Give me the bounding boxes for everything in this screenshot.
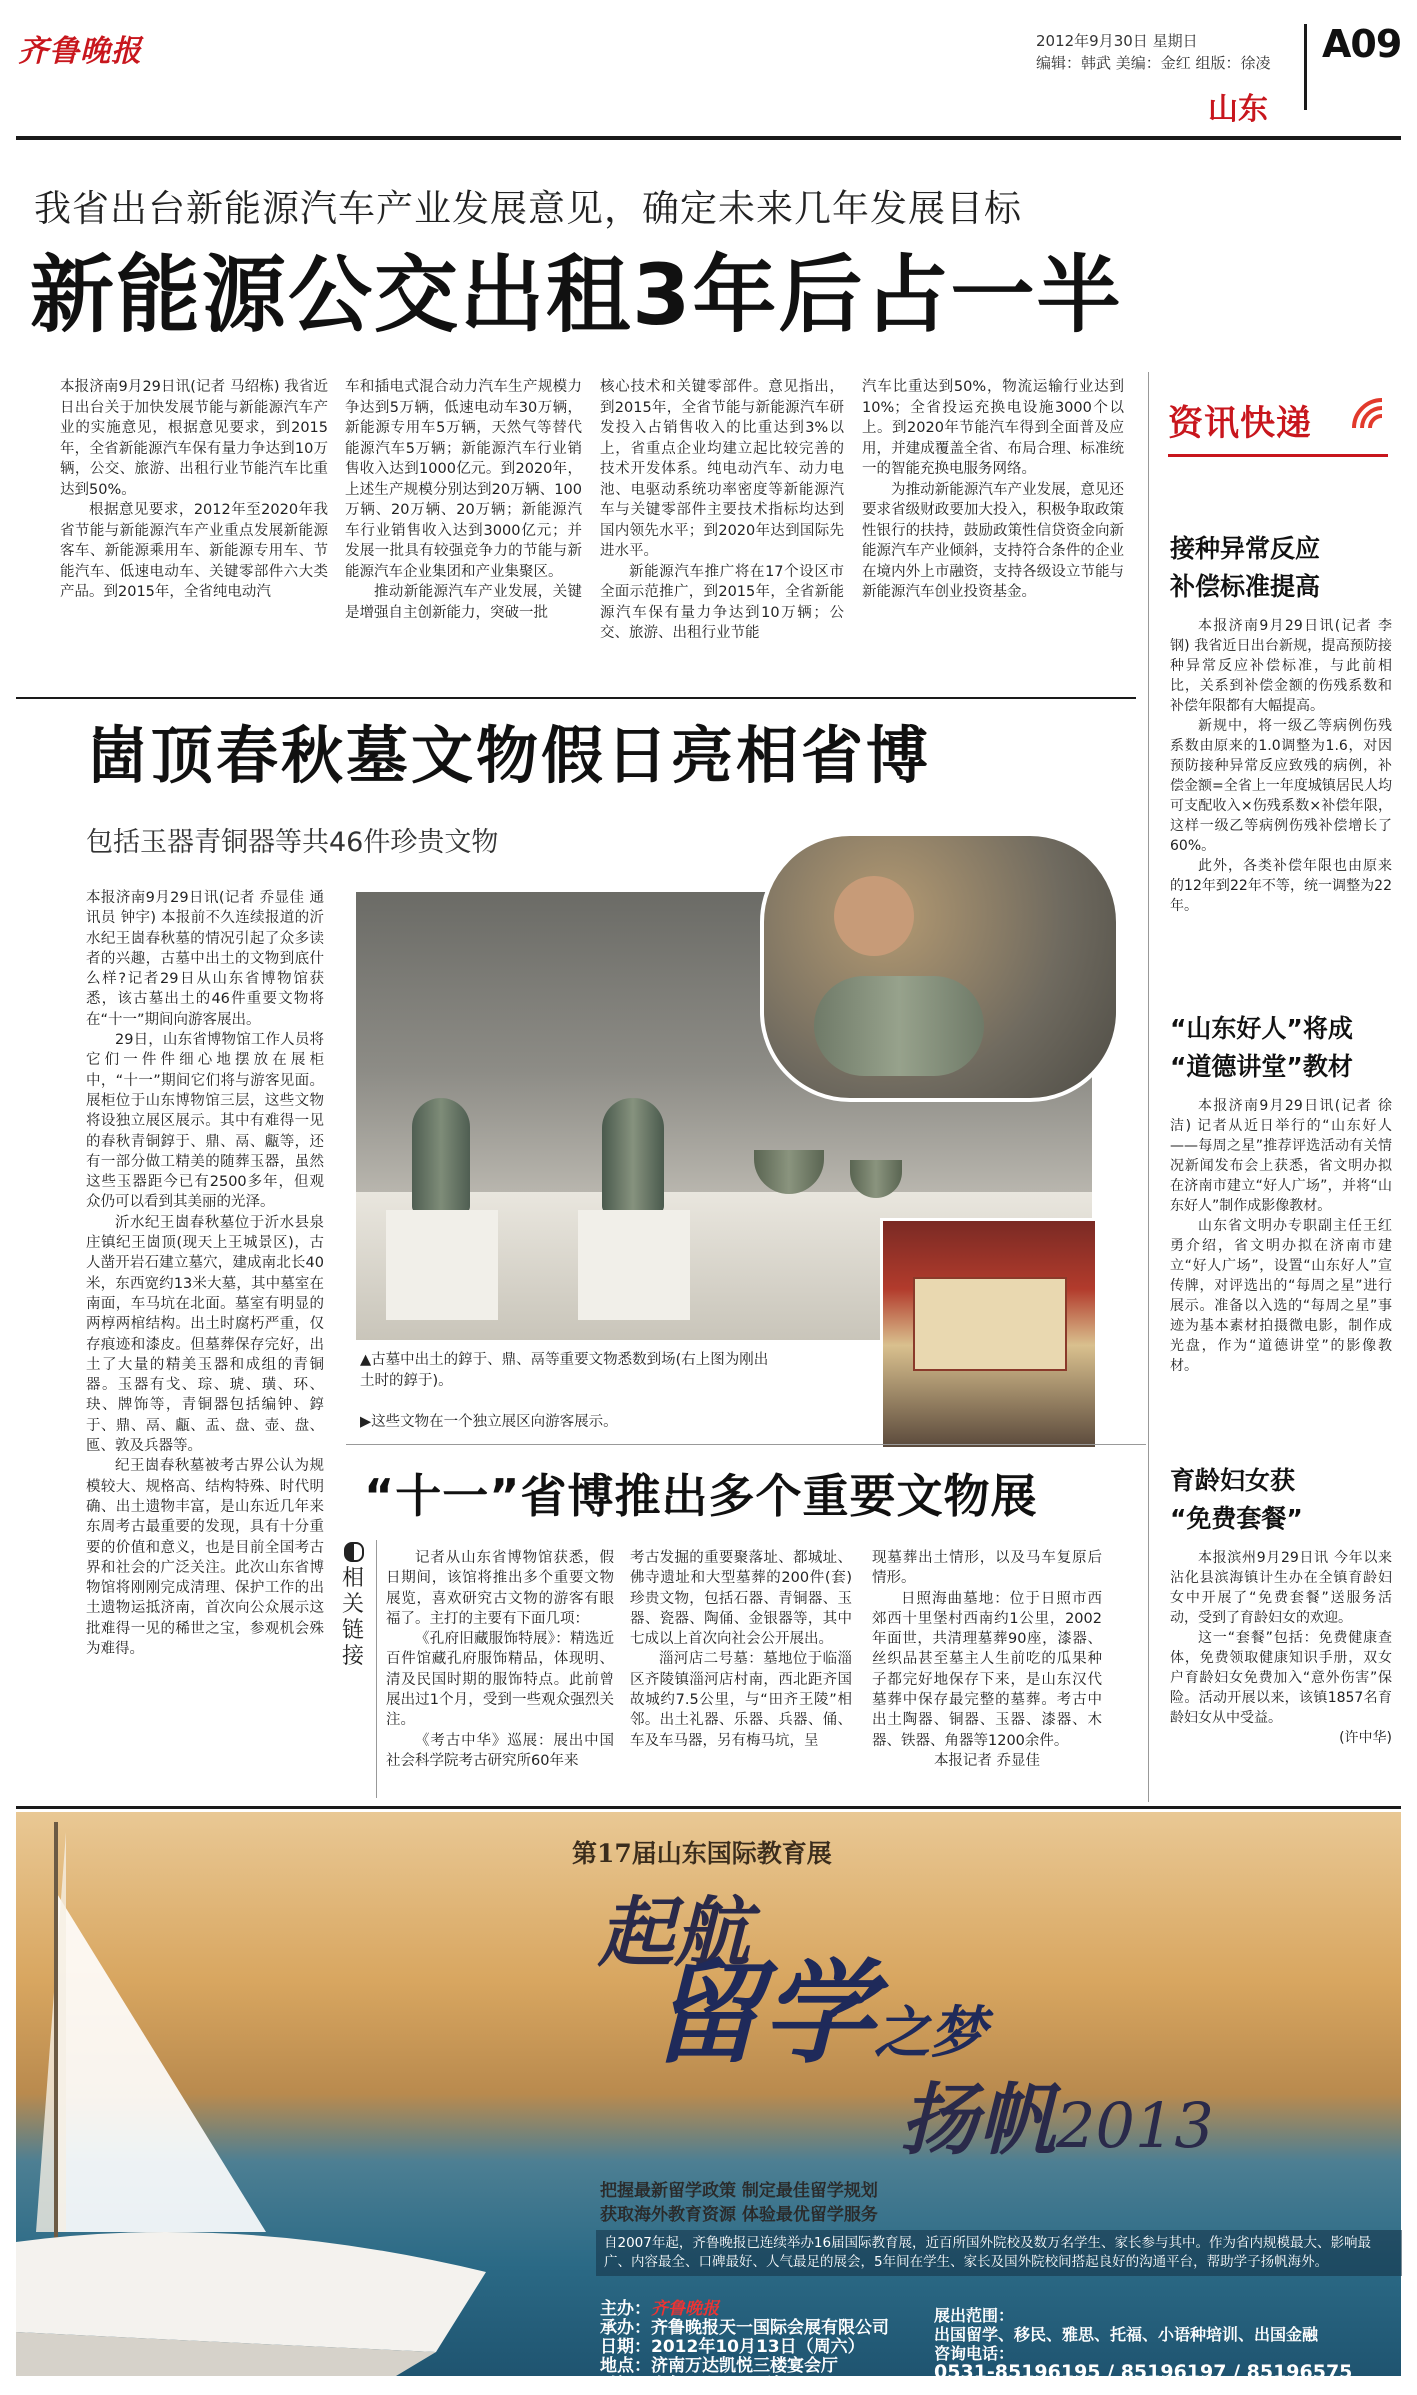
lead-column-4: 汽车比重达到50%，物流运输行业达到10%；全省投运充换电设施3000个以上。到2020年节能汽车得到全面普及应用，并建成覆盖全省、布局合理、标准统一的智能充换电服务网络。 为推动新能源汽车产业发展，意见还要求省级财政要加大投入，积极争取政策性银行的扶持，鼓励政策性信贷资金向新能源汽车产业倾斜，支持符合条件的企业在境内外上市融资，支持各级设立节能与新能源汽车创业投资基金。 <box>862 379 1124 600</box>
bronze-bell-1 <box>412 1098 470 1214</box>
sidebar-item-1-title-line1: 接种异常反应 <box>1170 534 1321 563</box>
related-links-label: 相关链接 <box>342 1542 368 1670</box>
page-number: A09 <box>1322 22 1402 66</box>
ad-organizer: 主办：齐鲁晚报 <box>600 2299 719 2319</box>
sidebar-item-2-title-line2: “道德讲堂”教材 <box>1170 1052 1353 1081</box>
sailboat-illustration <box>16 1812 536 2376</box>
ad-scope: 出国留学、移民、雅思、托福、小语种培训、出国金融 <box>934 2325 1319 2344</box>
staff-line: 编辑：韩武 美编：金红 组版：徐凌 <box>1036 54 1271 72</box>
story-3-frame-top <box>346 1444 1146 1445</box>
ad-date: 日期：2012年10月13日（周六） <box>600 2337 865 2357</box>
sidebar-item-3-title-line1: 育龄妇女获 <box>1170 1466 1296 1495</box>
photo-caption-1: ▲古墓中出土的錞于、鼎、鬲等重要文物悉数到场(右上图为刚出土时的錞于)。 <box>360 1352 769 1389</box>
story-2-subhead: 包括玉器青铜器等共46件珍贵文物 <box>86 827 499 858</box>
exhibit-hall-photo <box>880 1218 1098 1450</box>
excavation-inset-photo <box>760 832 1120 1102</box>
exhibit-panel <box>913 1277 1067 1371</box>
lead-column-2: 车和插电式混合动力汽车生产规模力争达到5万辆，低速电动车30万辆，新能源专用车5万辆，天然气等替代能源汽车5万辆；新能源汽车行业销售收入达到1000亿元。到2020年，上述生产规模分别达到20万辆、100万辆、20万辆、20万辆；新能源汽车行业销售收入达到3000亿元；并发展一批具有较强竞争力的节能与新能源汽车企业集团和产业集聚区。 推动新能源汽车产业发展，关键是增强自主创新能力，突破一批 <box>345 379 582 621</box>
signal-icon <box>1348 394 1388 434</box>
bronze-vessel-artifact <box>814 976 984 1076</box>
ad-hotline: 0531-85196195 / 85196197 / 85196575 <box>934 2361 1353 2383</box>
sidebar-item-1 <box>1170 530 1392 916</box>
sidebar-item-3-title-line2: “免费套餐” <box>1170 1504 1303 1533</box>
sidebar-item-3-byline: (许中华) <box>1339 1730 1392 1746</box>
ad-venue: 地点：济南万达凯悦三楼宴会厅 <box>600 2356 838 2376</box>
sidebar-badge-underline <box>1168 454 1388 457</box>
ad-tagline-2: 获取海外教育资源 体验最优留学服务 <box>600 2205 878 2225</box>
sidebar-badge <box>1168 396 1390 466</box>
ad-slogan-1: 起航 <box>598 1888 750 1977</box>
ad-slogan-year: 2013 <box>1056 2089 1214 2162</box>
story-3-column-1: 记者从山东省博物馆获悉，假日期间，该馆将推出多个重要文物展览，喜欢研究古文物的游客有眼福了。主打的主要有下面几项： 《孔府旧藏服饰特展》：精选近百件馆藏孔府服饰精品，体现明、清及民国时期的服饰特点。此前曾展出过1个月，受到一些观众强烈关注。 《考古中华》巡展：展出中国社会科学院考古研究所60年来 <box>386 1550 614 1769</box>
lead-kicker: 我省出台新能源汽车产业发展意见，确定未来几年发展目标 <box>34 187 1022 230</box>
ad-slogan-zhi: 之梦 <box>874 2000 986 2066</box>
sidebar-item-3-body: 本报滨州9月29日讯 今年以来沾化县滨海镇计生办在全镇育龄妇女中开展了“免费套餐”送服务活动，受到了育龄妇女的欢迎。 这一“套餐”包括：免费健康查体，免费领取健康知识手册，双女户育龄妇女免费加入“意外伤害”保险。活动开展以来，该镇1857名育龄妇女从中受益。 (许中华) <box>1170 1550 1392 1746</box>
section-name: 山东 <box>1208 92 1268 127</box>
story-2-body: 本报济南9月29日讯(记者 乔显佳 通讯员 钟宇) 本报前不久连续报道的沂水纪王崮春秋墓的情况引起了众多读者的兴趣，古墓中出土的文物到底什么样?记者29日从山东省博物馆获悉，该古墓出土的46件重要文物将在“十一”期间向游客展出。 29日，山东省博物馆工作人员将它们一件件细心地摆放在展柜中，“十一”期间它们将与游客见面。展柜位于山东博物馆三层，这些文物将设独立展区展示。其中有难得一见的春秋青铜錞于、鼎、鬲、甗等，还有一部分做工精美的随葬玉器，虽然这些玉器距今已有2500多年，但观众仍可以看到其美丽的光泽。 沂水纪王崮春秋墓位于沂水县泉庄镇纪王崮顶(现天上王城景区)，古人凿开岩石建立墓穴，建成南北长40米，东西宽约13米大墓，其中墓室在南面，车马坑在北面。墓室有明显的两椁两棺结构。出土时腐朽严重，仅存痕迹和漆皮。但墓葬保存完好，出土了大量的精美玉器和成组的青铜器。玉器有戈、琮、琥、璜、环、玦、牌饰等，青铜器包括编钟、錞于、鼎、鬲、甗、盂、盘、壶、盘、匜、敦及兵器等。 纪王崮春秋墓被考古界公认为规模较大、规格高、结构特殊、时代明确、出土遗物丰富，是山东近几年来东周考古最重要的发现，具有十分重要的价值和意义，也是目前全国考古界和社会的广泛关注。此次山东省博物馆将刚刚完成清理、保护工作的出土遗物运抵济南，首次向公众展示这批难得一见的稀世之宝，参观机会殊为难得。 <box>86 890 324 1657</box>
related-links-dot-icon <box>344 1542 364 1562</box>
education-expo-ad <box>16 1812 1401 2395</box>
ad-tagline-1: 把握最新留学政策 制定最佳留学规划 <box>600 2181 878 2201</box>
story-3-column-2: 考古发掘的重要聚落址、都城址、佛寺遗址和大型墓葬的200件(套)珍贵文物，包括石器、青铜器、玉器、瓷器、陶俑、金银器等，其中七成以上首次向社会公开展出。 淄河店二号墓：墓地位于临淄区齐陵镇淄河店村南，西北距齐国故城约7.5公里，与“田齐王陵”相邻。出土礼器、乐器、兵器、俑、车及车马器，另有梅马坑，呈 <box>630 1550 852 1749</box>
lead-column-3: 核心技术和关键零部件。意见指出，到2015年，全省节能与新能源汽车研发投入占销售收入的比重达到3%以上，省重点企业均建立起比较完善的技术开发体系。纯电动汽车、动力电池、电驱动系统功率密度等新能源汽车与关键零部件主要技术指标均达到国内领先水平；到2020年达到国际先进水平。 新能源汽车推广将在17个设区市全面示范推广，到2015年，全省新能源汽车保有量力争达到10万辆；公交、旅游、出租行业节能 <box>600 379 844 641</box>
ad-event-name: 第17届山东国际教育展 <box>572 1839 832 1868</box>
bronze-tripod-1 <box>754 1150 824 1194</box>
story-3-headline: “十一”省博推出多个重要文物展 <box>364 1469 1038 1523</box>
sidebar-item-2-body: 本报济南9月29日讯(记者 徐洁) 记者从近日举行的“山东好人——每周之星”推荐评选活动有关情况新闻发布会上获悉，省文明办拟在济南市建立“好人广场”，并将“山东好人”制作成影像教材。 山东省文明办专职副主任王红勇介绍，省文明办拟在济南市建立“好人广场”，设置“山东好人”宣传牌，对评选出的“每周之星”进行展示。准备以入选的“每周之星”事迹为基本素材拍摄微电影，制作成光盘，作为“道德讲堂”的影像教材。 <box>1170 1098 1392 1374</box>
sidebar-item-2-title-line1: “山东好人”将成 <box>1170 1014 1353 1043</box>
sidebar-item-3 <box>1170 1462 1392 1748</box>
ad-host: 承办：齐鲁晚报天一国际会展有限公司 <box>600 2318 889 2338</box>
bronze-bell-2 <box>602 1098 664 1214</box>
photo-caption-2: ▶这些文物在一个独立展区向游客展示。 <box>360 1414 618 1430</box>
story-2-rule <box>16 697 1136 699</box>
ad-details-left <box>600 2300 920 2395</box>
lead-column-1: 本报济南9月29日讯(记者 马绍栋) 我省近日出台关于加快发展节能与新能源汽车产业的实施意见，根据意见要求，到2015年，全省新能源汽车保有量力争达到10万辆，公交、旅游、出租行业节能汽车比重达到50%。 根据意见要求，2012年至2020年我省节能与新能源汽车产业重点发展新能源客车、新能源乘用车、新能源专用车、节能汽车、低速电动车、关键零部件六大类产品。到2015年，全省纯电动汽 <box>60 379 328 600</box>
archaeologist-figure <box>834 876 914 956</box>
sidebar-item-1-body: 本报济南9月29日讯(记者 李钢) 我省近日出台新规，提高预防接种异常反应补偿标准，与此前相比，关系到补偿金额的伤残系数和补偿年限都有大幅提高。 新规中，将一级乙等病例伤残系数由原来的1.0调整为1.6，对因预防接种异常反应致残的病例，补偿金额=全省上一年度城镇居民人均可支配收入×伤残系数×补偿年限，这样一级乙等病例伤残补偿增长了60%。 此外，各类补偿年限也由原来的12年到22年不等，统一调整为22年。 <box>1170 618 1392 914</box>
ad-slogan-3: 扬帆2013 <box>900 2075 1214 2166</box>
display-pedestal-1 <box>386 1210 498 1320</box>
section-divider <box>1304 24 1307 110</box>
story-2-headline: 崮顶春秋墓文物假日亮相省博 <box>86 719 932 792</box>
ad-details-right <box>934 2306 1394 2382</box>
paper-logo: 齐鲁晚报 <box>18 34 142 69</box>
related-links-rule <box>376 1540 377 1798</box>
date-line: 2012年9月30日 星期日 <box>1036 32 1198 50</box>
ad-intro: 自2007年起，齐鲁晚报已连续举办16届国际教育展，近百所国外院校及数万名学生、家长参与其中。作为省内规模最大、影响最广、内容最全、口碑最好、人气最足的展会，5年间在学生、家长及国外院校间搭起良好的沟通平台，帮助学子扬帆海外。 <box>596 2230 1402 2276</box>
ad-rule <box>16 1806 1401 1809</box>
display-pedestal-2 <box>578 1210 690 1320</box>
sidebar-divider <box>1148 372 1149 1802</box>
ad-slogan-2: 留学之梦 <box>650 1948 986 2079</box>
story-3-byline: 本报记者 乔显佳 <box>933 1752 1041 1769</box>
sidebar-item-1-title-line2: 补偿标准提高 <box>1170 572 1321 601</box>
lead-headline: 新能源公交出租3年后占一半 <box>30 246 1123 344</box>
sidebar-badge-label: 资讯快递 <box>1168 404 1313 444</box>
ad-hotline-label: 咨询电话： <box>934 2344 1015 2363</box>
ad-scope-label: 展出范围： <box>934 2306 1015 2325</box>
ad-time: 时间：上午8：00—下午15：00 <box>600 2375 853 2395</box>
masthead-rule <box>16 136 1401 140</box>
sidebar-item-2 <box>1170 1010 1392 1376</box>
story-3-column-3: 现墓葬出土情形，以及马车复原后情形。 日照海曲墓地：位于日照市西郊西十里堡村西南约1公里，2002年面世，共清理墓葬90座，漆器、丝织品甚至墓主人生前吃的瓜果种子都完好地保存下来，是山东汉代墓葬中保存最完整的墓葬。考古中出土陶器、铜器、玉器、漆器、木器、铁器、角器等1200余件。 本报记者 乔显佳 <box>872 1548 1102 1771</box>
